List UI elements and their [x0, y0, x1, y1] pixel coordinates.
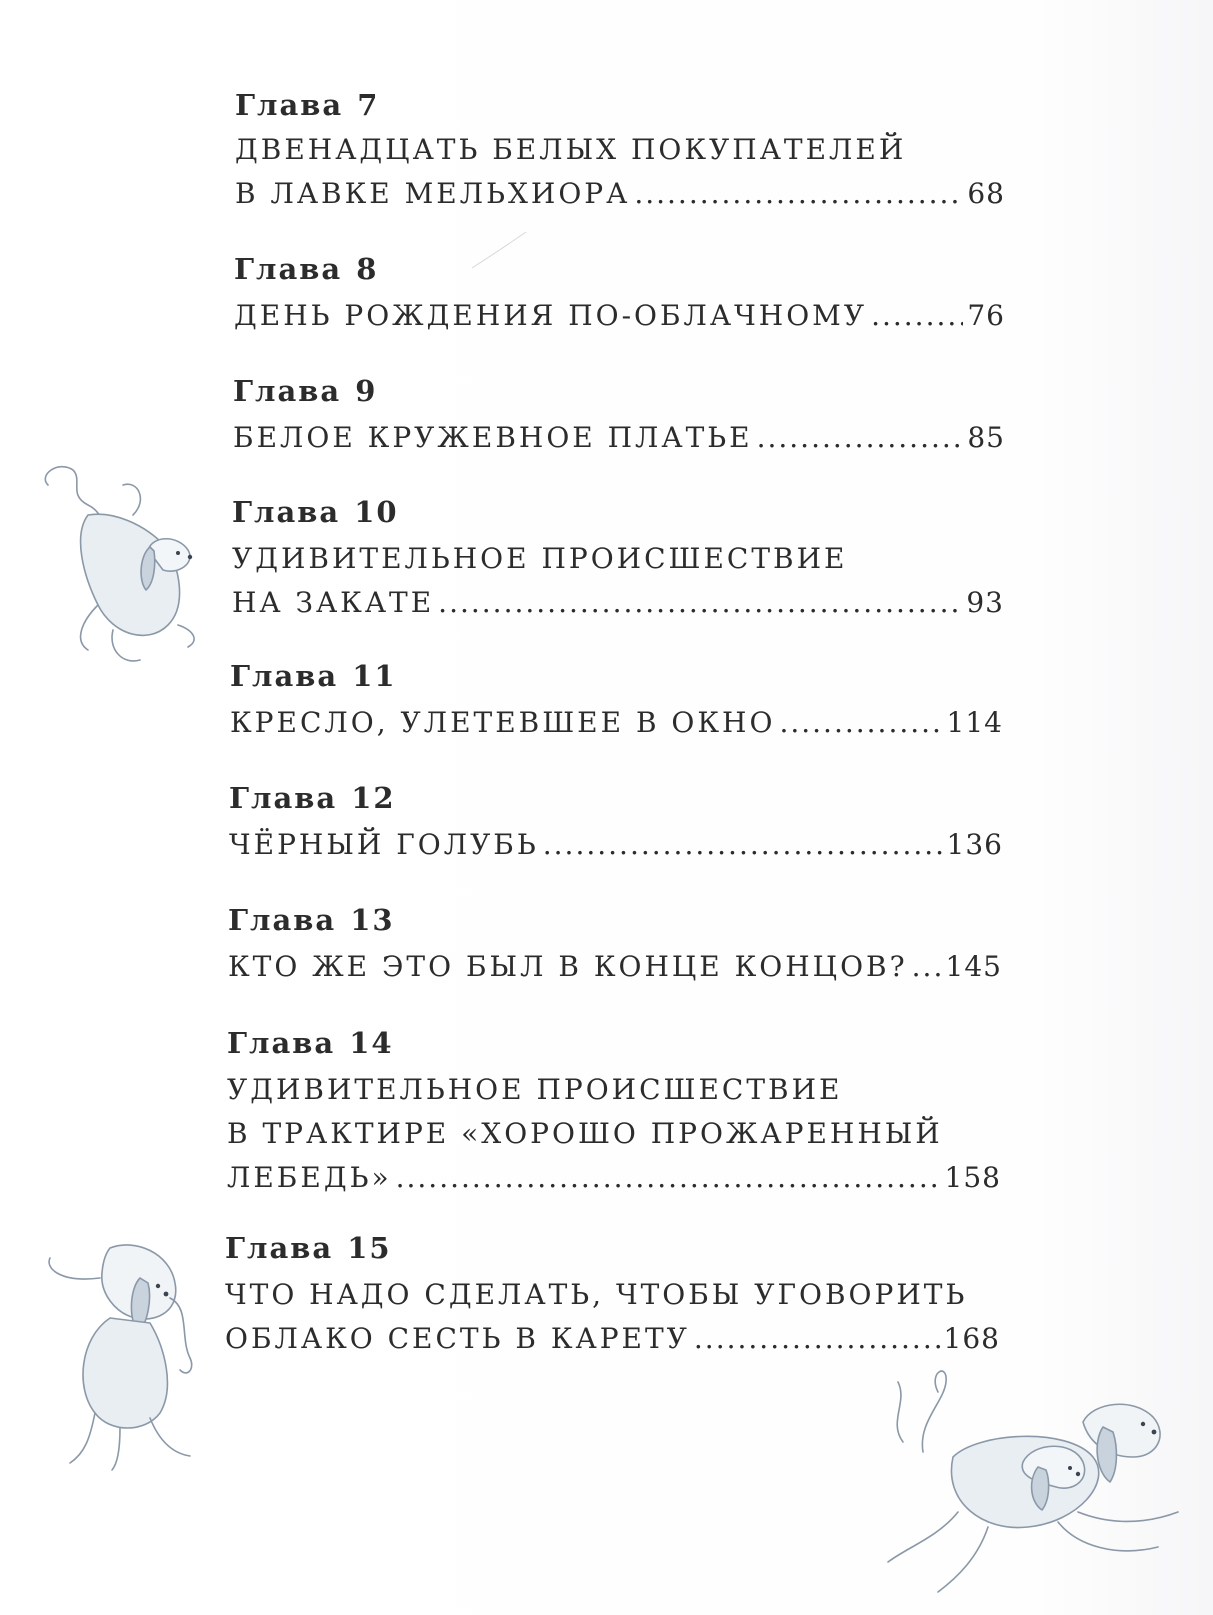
chapter-word: Глава [235, 88, 344, 122]
chapter-number: 15 [347, 1231, 392, 1265]
chapter-title-text: ЛЕБЕДЬ» [227, 1161, 392, 1194]
chapter-heading [229, 781, 1003, 815]
page-number: 145 [945, 950, 1002, 983]
page-number: 158 [944, 1161, 1001, 1194]
dog-illustration-jumping [28, 455, 203, 680]
chapter-heading [225, 1231, 1000, 1265]
chapter-number: 9 [355, 374, 378, 408]
chapter-title-line: УДИВИТЕЛЬНОЕ ПРОИСШЕСТВИЕ [232, 542, 848, 575]
leader-dots [757, 416, 964, 460]
chapter-title-text: В ЛАВКЕ МЕЛЬХИОРА [235, 177, 631, 210]
toc-entry [225, 1231, 1000, 1361]
toc-entry [232, 495, 1004, 625]
toc-entry [229, 781, 1003, 867]
leader-dots [912, 945, 942, 989]
chapter-word: Глава [230, 659, 339, 693]
chapter-title-last-line [227, 1156, 1001, 1200]
chapter-heading [235, 88, 1005, 122]
chapter-number: 12 [351, 781, 396, 815]
chapter-title-line: ДВЕНАДЦАТЬ БЕЛЫХ ПОКУПАТЕЛЕЙ [235, 133, 907, 166]
chapter-number: 10 [354, 495, 399, 529]
dogs-illustration-running [878, 1362, 1198, 1607]
chapter-heading [227, 1026, 1001, 1060]
toc-entry [230, 659, 1003, 745]
chapter-title-last-line [228, 945, 1002, 989]
chapter-heading [233, 374, 1005, 408]
toc-entry [235, 88, 1005, 216]
chapter-title-text: КТО ЖЕ ЭТО БЫЛ В КОНЦЕ КОНЦОВ? [228, 950, 908, 983]
chapter-number: 11 [352, 659, 397, 693]
page-number: 136 [946, 828, 1003, 861]
toc-entry [234, 252, 1005, 338]
page-number: 93 [966, 586, 1004, 619]
leader-dots [634, 172, 963, 216]
chapter-word: Глава [227, 1026, 336, 1060]
leader-dots [779, 701, 942, 745]
chapter-title-last-line [233, 416, 1005, 460]
leader-dots [438, 581, 962, 625]
chapter-heading [234, 252, 1005, 286]
chapter-title-text: БЕЛОЕ КРУЖЕВНОЕ ПЛАТЬЕ [233, 421, 753, 454]
pencil-stroke-decoration [470, 230, 530, 270]
page-number: 168 [943, 1322, 1000, 1355]
chapter-heading [232, 495, 1004, 529]
chapter-word: Глава [234, 252, 343, 286]
chapter-title-text: НА ЗАКАТЕ [232, 586, 435, 619]
chapter-number: 7 [357, 88, 380, 122]
chapter-title-last-line [225, 1317, 1000, 1361]
leader-dots [543, 823, 943, 867]
chapter-word: Глава [228, 903, 337, 937]
chapter-word: Глава [232, 495, 341, 529]
chapter-title-line: УДИВИТЕЛЬНОЕ ПРОИСШЕСТВИЕ [227, 1073, 843, 1106]
leader-dots [694, 1317, 940, 1361]
chapter-title-text: ДЕНЬ РОЖДЕНИЯ ПО-ОБЛАЧНОМУ [234, 299, 868, 332]
chapter-word: Глава [225, 1231, 334, 1265]
page-number: 85 [967, 421, 1005, 454]
chapter-title-last-line [235, 172, 1005, 216]
chapter-title-text: КРЕСЛО, УЛЕТЕВШЕЕ В ОКНО [230, 706, 776, 739]
toc-entry [227, 1026, 1001, 1200]
chapter-word: Глава [229, 781, 338, 815]
chapter-number: 8 [356, 252, 379, 286]
dog-illustration-standing [40, 1238, 215, 1478]
page-number: 76 [967, 299, 1005, 332]
toc-entry [233, 374, 1005, 460]
chapter-title-text: ЧЁРНЫЙ ГОЛУБЬ [229, 828, 539, 861]
page-number: 68 [967, 177, 1005, 210]
leader-dots [396, 1156, 941, 1200]
chapter-title-last-line [229, 823, 1003, 867]
chapter-heading [230, 659, 1003, 693]
chapter-number: 14 [349, 1026, 394, 1060]
chapter-title-text: ОБЛАКО СЕСТЬ В КАРЕТУ [225, 1322, 690, 1355]
chapter-heading [228, 903, 1002, 937]
page-number: 114 [946, 706, 1003, 739]
chapter-title-line: ЧТО НАДО СДЕЛАТЬ, ЧТОБЫ УГОВОРИТЬ [225, 1278, 968, 1311]
chapter-title-last-line [230, 701, 1003, 745]
chapter-title-last-line [232, 581, 1004, 625]
toc-entry [228, 903, 1002, 989]
chapter-title-line: В ТРАКТИРЕ «ХОРОШО ПРОЖАРЕННЫЙ [227, 1117, 943, 1150]
chapter-number: 13 [350, 903, 395, 937]
chapter-title-last-line [234, 294, 1005, 338]
chapter-word: Глава [233, 374, 342, 408]
leader-dots [871, 294, 963, 338]
